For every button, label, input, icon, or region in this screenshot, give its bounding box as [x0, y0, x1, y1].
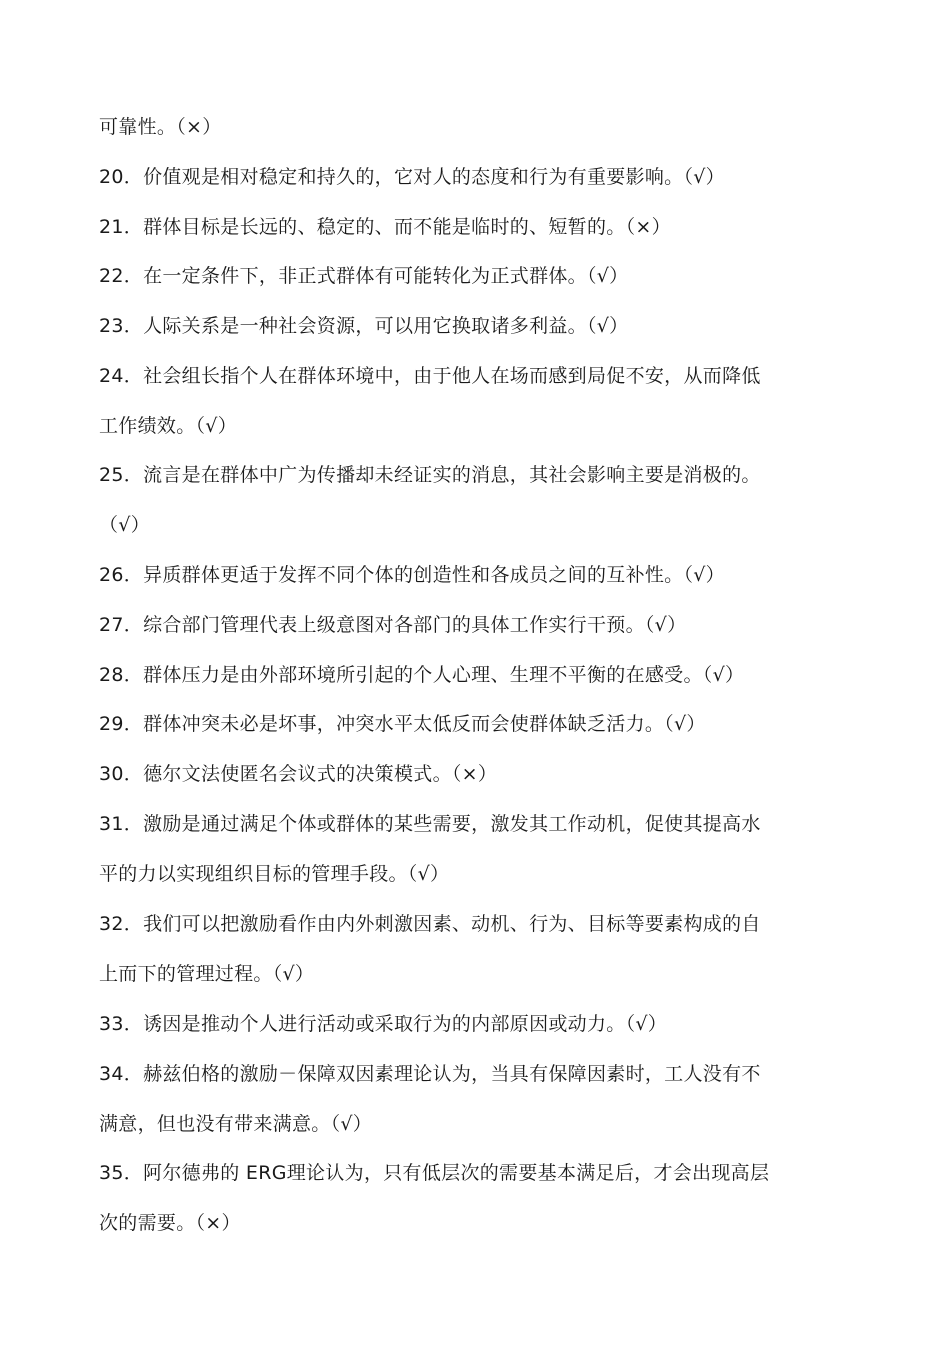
text-line: 21．群体目标是长远的、稳定的、而不能是临时的、短暂的。（×） — [99, 216, 671, 238]
text-line: 31．激励是通过满足个体或群体的某些需要，激发其工作动机，促使其提高水 — [99, 813, 761, 835]
text-line: 平的力以实现组织目标的管理手段。（√） — [99, 863, 450, 885]
text-line: （√） — [99, 514, 151, 536]
text-line: 32．我们可以把激励看作由内外刺激因素、动机、行为、目标等要素构成的自 — [99, 913, 761, 935]
text-line: 26．异质群体更适于发挥不同个体的创造性和各成员之间的互补性。（√） — [99, 564, 725, 586]
text-line: 29．群体冲突未必是坏事，冲突水平太低反而会使群体缺乏活力。（√） — [99, 713, 706, 735]
text-line: 工作绩效。（√） — [99, 415, 238, 437]
text-line: 上而下的管理过程。（√） — [99, 963, 315, 985]
text-line: 满意，但也没有带来满意。（√） — [99, 1113, 373, 1135]
text-line: 24．社会组长指个人在群体环境中，由于他人在场而感到局促不安，从而降低 — [99, 365, 761, 387]
text-line: 30．德尔文法使匿名会议式的决策模式。（×） — [99, 763, 498, 785]
text-line: 次的需要。（×） — [99, 1212, 241, 1234]
text-line: 25．流言是在群体中广为传播却未经证实的消息，其社会影响主要是消极的。 — [99, 464, 761, 486]
text-line: 20．价值观是相对稳定和持久的，它对人的态度和行为有重要影响。（√） — [99, 166, 725, 188]
text-line: 23．人际关系是一种社会资源，可以用它换取诸多利益。（√） — [99, 315, 629, 337]
text-line: 可靠性。（×） — [99, 116, 222, 138]
text-line: 28．群体压力是由外部环境所引起的个人心理、生理不平衡的在感受。（√） — [99, 664, 745, 686]
text-line: 22．在一定条件下，非正式群体有可能转化为正式群体。（√） — [99, 265, 629, 287]
text-line: 35．阿尔德弗的 ERG理论认为，只有低层次的需要基本满足后，才会出现高层 — [99, 1162, 770, 1184]
text-line: 33．诱因是推动个人进行活动或采取行为的内部原因或动力。（√） — [99, 1013, 668, 1035]
text-line: 27．综合部门管理代表上级意图对各部门的具体工作实行干预。（√） — [99, 614, 687, 636]
text-line: 34．赫兹伯格的激励－保障双因素理论认为，当具有保障因素时，工人没有不 — [99, 1063, 761, 1085]
